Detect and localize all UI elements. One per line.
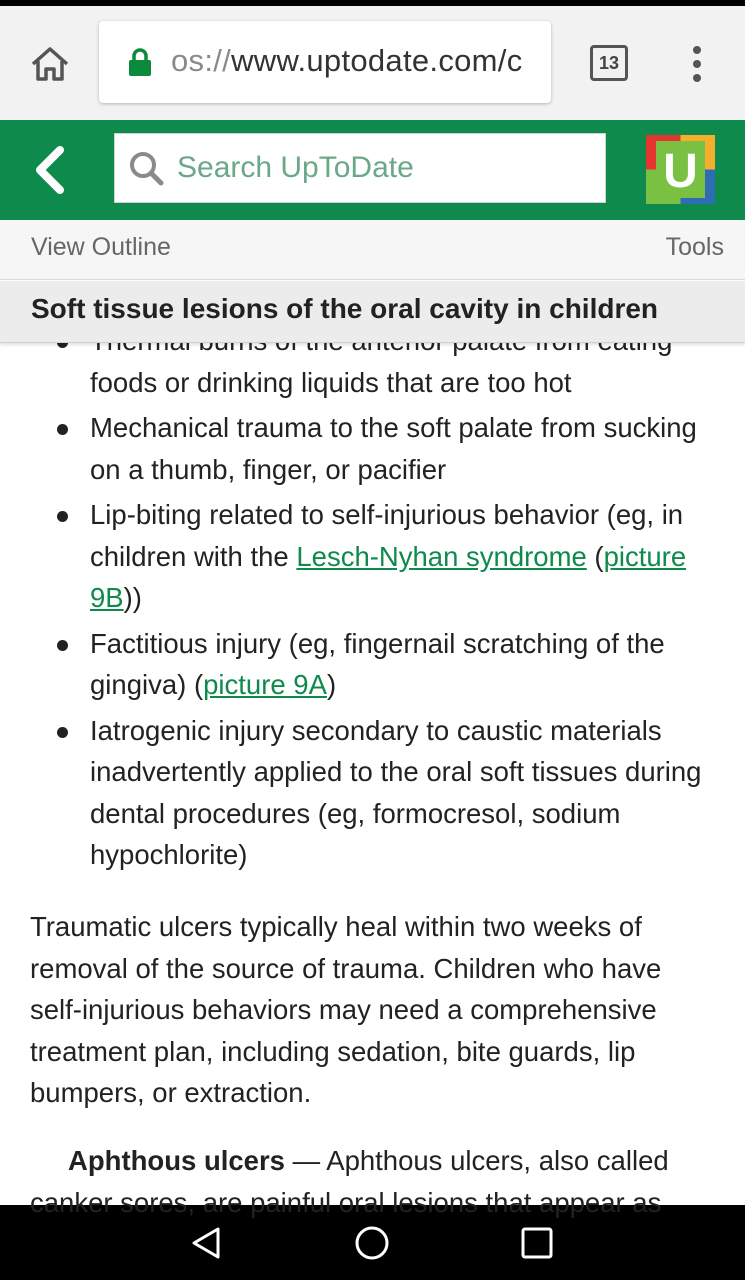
list-item-text: )) — [123, 582, 142, 613]
picture-9a-link[interactable]: picture 9A — [203, 669, 327, 700]
list-item-text: ) — [326, 669, 337, 700]
page-title: Soft tissue lesions of the oral cavity in children — [31, 293, 659, 324]
tools-button[interactable]: Tools — [665, 233, 724, 261]
lock-icon — [127, 47, 153, 77]
logo-letter: U — [663, 145, 698, 198]
list-item — [0, 710, 745, 876]
browser-toolbar — [0, 6, 745, 120]
picture-9b-link[interactable]: picture 9B — [90, 540, 687, 613]
list-item-text: Lip-biting related to self-injurious behavior (eg, in children with the — [90, 499, 684, 572]
list-item-text: ( — [586, 540, 604, 572]
search-icon — [127, 149, 167, 189]
section-heading: Aphthous ulcers — [68, 1145, 285, 1176]
overflow-menu-button[interactable] — [684, 44, 710, 84]
menu-dot-icon — [693, 74, 701, 82]
nav-recents-icon[interactable] — [521, 1227, 553, 1259]
view-outline-button[interactable]: View Outline — [31, 233, 171, 261]
lesch-nyhan-syndrome-link[interactable]: Lesch-Nyhan syndrome — [296, 540, 587, 572]
bullet-list — [0, 320, 745, 880]
list-item — [0, 407, 745, 490]
article-title-bar — [0, 281, 745, 343]
paragraph — [30, 1140, 720, 1223]
home-button[interactable] — [22, 36, 78, 92]
list-item-text: foods or drinking liquids that are too hot — [90, 366, 572, 398]
menu-dot-icon — [693, 46, 701, 54]
list-item-text: Iatrogenic injury secondary to caustic materials inadvertently applied to the oral soft tissues during dental procedures (eg, formocresol, sodium hypochlorite) — [90, 714, 702, 870]
outline-toolbar — [0, 220, 745, 280]
nav-home-icon[interactable] — [354, 1225, 390, 1261]
url-scheme: os:// — [171, 43, 232, 78]
paragraph-text: — Aphthous ulcers, also called canker sores, are painful oral lesions that appear as — [30, 1145, 669, 1218]
app-header — [0, 120, 745, 220]
list-item — [0, 494, 745, 619]
address-bar[interactable] — [99, 21, 551, 103]
tab-switcher-button[interactable] — [590, 45, 628, 81]
home-icon — [30, 45, 70, 83]
back-arrow-icon[interactable] — [28, 144, 76, 196]
list-item — [0, 623, 745, 706]
paragraph: Traumatic ulcers typically heal within two weeks of removal of the source of trauma. Children who have self-injurious behaviors may need a comprehensive treatment plan, including sedation, bite guards, lip bumpers, or extraction. — [30, 911, 662, 1108]
url-text — [171, 43, 536, 79]
article-content[interactable] — [0, 343, 745, 1218]
url-host: www.uptodate.com/c — [231, 43, 523, 78]
search-input[interactable] — [114, 133, 606, 203]
nav-back-icon[interactable] — [188, 1225, 224, 1261]
menu-dot-icon — [693, 60, 701, 68]
uptodate-logo[interactable] — [646, 135, 715, 204]
search-placeholder: Search UpToDate — [177, 151, 414, 184]
list-item-text: Mechanical trauma to the soft palate from sucking on a thumb, finger, or pacifier — [90, 412, 697, 485]
tab-count: 13 — [598, 52, 620, 73]
list-item-text: Factitious injury (eg, fingernail scratching of the gingiva) ( — [90, 627, 665, 700]
